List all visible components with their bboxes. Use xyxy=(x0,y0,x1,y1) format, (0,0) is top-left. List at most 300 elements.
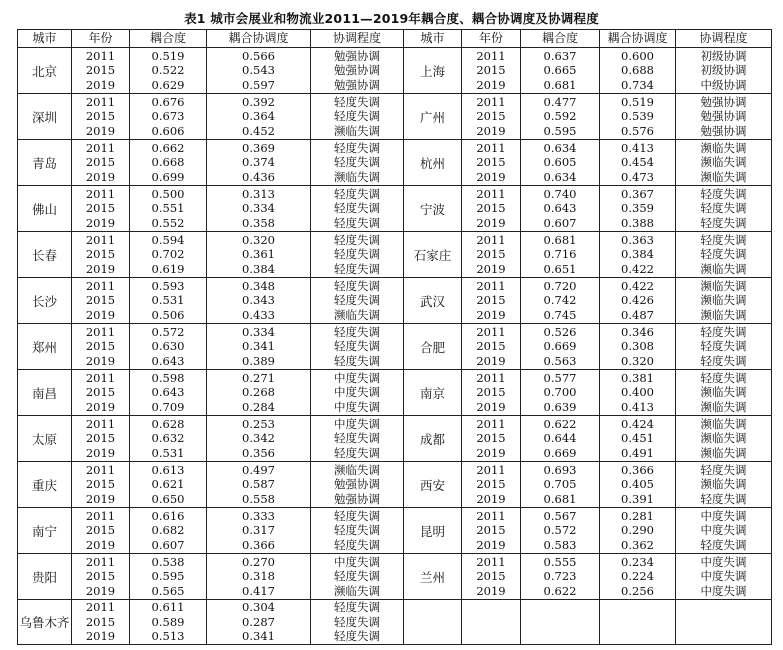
year-value-cell xyxy=(462,416,521,462)
level-value: 濒临失调 xyxy=(700,445,747,460)
year-value: 2015 xyxy=(476,201,506,216)
coordination-value-cell xyxy=(600,462,676,508)
coordination-value: 0.366 xyxy=(242,537,275,552)
coupling-value: 0.644 xyxy=(543,431,577,446)
year-value-cell xyxy=(462,370,521,416)
year-value: 2015 xyxy=(85,477,116,492)
coordination-value: 0.491 xyxy=(621,445,654,460)
coordination-value: 0.304 xyxy=(242,600,275,615)
city-name: 昆明 xyxy=(404,508,462,554)
level-value: 勉强协调 xyxy=(334,77,380,92)
level-value: 轻度失调 xyxy=(700,339,747,354)
coupling-value: 0.632 xyxy=(151,431,185,446)
year-value: 2015 xyxy=(85,109,116,124)
level-value: 中度失调 xyxy=(334,370,380,385)
city-name: 广州 xyxy=(404,94,462,140)
year-value: 2015 xyxy=(476,109,506,124)
coordination-value: 0.358 xyxy=(242,215,275,230)
coordination-value: 0.452 xyxy=(242,123,275,138)
coordination-value: 0.369 xyxy=(242,140,275,155)
year-value: 2015 xyxy=(85,155,116,170)
coordination-value-cell xyxy=(207,324,311,370)
coordination-value: 0.346 xyxy=(621,324,654,339)
level-value: 中度失调 xyxy=(334,399,380,414)
year-value: 2015 xyxy=(476,155,506,170)
year-value-cell xyxy=(462,462,521,508)
coupling-value: 0.567 xyxy=(543,508,577,523)
coupling-value: 0.531 xyxy=(151,445,185,460)
coordination-value: 0.426 xyxy=(621,293,654,308)
coordination-value-cell xyxy=(207,416,311,462)
level-value: 中度失调 xyxy=(700,508,747,523)
level-value: 轻度失调 xyxy=(700,353,747,368)
coupling-value: 0.577 xyxy=(543,370,577,385)
coordination-value: 0.318 xyxy=(242,569,275,584)
coupling-value: 0.639 xyxy=(543,399,577,414)
coupling-value-cell xyxy=(130,416,207,462)
coordination-value: 0.497 xyxy=(242,462,275,477)
table-row xyxy=(18,600,772,645)
year-value: 2015 xyxy=(85,614,116,629)
year-value-cell xyxy=(72,600,130,645)
year-value: 2011 xyxy=(476,94,506,109)
coordination-value: 0.224 xyxy=(621,569,654,584)
level-value: 轻度失调 xyxy=(700,370,747,385)
level-value: 轻度失调 xyxy=(334,339,380,354)
level-value-cell xyxy=(676,370,772,416)
coupling-value-cell xyxy=(521,324,600,370)
coordination-value: 0.576 xyxy=(621,123,654,138)
level-value: 勉强协调 xyxy=(334,477,380,492)
coordination-value-cell xyxy=(207,370,311,416)
level-value: 轻度失调 xyxy=(700,462,747,477)
coupling-value: 0.699 xyxy=(151,169,185,184)
coordination-value-cell xyxy=(600,278,676,324)
level-value: 轻度失调 xyxy=(334,537,380,552)
coupling-value-cell xyxy=(130,278,207,324)
coordination-value-cell xyxy=(600,508,676,554)
year-value-cell xyxy=(462,508,521,554)
level-value: 濒临失调 xyxy=(334,583,380,598)
year-value-cell xyxy=(462,232,521,278)
coordination-value: 0.558 xyxy=(242,491,275,506)
coupling-value-cell xyxy=(130,94,207,140)
year-value: 2015 xyxy=(85,293,116,308)
coordination-value: 0.361 xyxy=(242,247,275,262)
level-value-cell xyxy=(311,232,404,278)
city-name: 南京 xyxy=(404,370,462,416)
city-name: 青岛 xyxy=(18,140,72,186)
coordination-value-cell xyxy=(207,232,311,278)
header-year: 年份 xyxy=(72,30,130,48)
coordination-value: 0.334 xyxy=(242,201,275,216)
level-value: 中度失调 xyxy=(334,416,380,431)
coordination-value: 0.597 xyxy=(242,77,275,92)
year-value: 2015 xyxy=(85,385,116,400)
coordination-value-cell xyxy=(207,94,311,140)
header-coordination: 耦合协调度 xyxy=(600,30,676,48)
coupling-value: 0.555 xyxy=(543,554,577,569)
city-name: 长春 xyxy=(18,232,72,278)
coupling-value: 0.606 xyxy=(151,123,185,138)
year-value: 2019 xyxy=(85,123,116,138)
year-value: 2019 xyxy=(476,307,506,322)
coupling-value-cell xyxy=(521,48,600,94)
coupling-value: 0.723 xyxy=(543,569,577,584)
coordination-value: 0.384 xyxy=(242,261,275,276)
coordination-value: 0.341 xyxy=(242,339,275,354)
level-value: 濒临失调 xyxy=(700,278,747,293)
city-name: 重庆 xyxy=(18,462,72,508)
coupling-value: 0.594 xyxy=(151,232,185,247)
coupling-value-cell xyxy=(130,324,207,370)
coordination-value: 0.392 xyxy=(242,94,275,109)
year-value: 2015 xyxy=(85,523,116,538)
coordination-value-cell xyxy=(600,324,676,370)
coordination-value: 0.405 xyxy=(621,477,654,492)
coordination-value: 0.364 xyxy=(242,109,275,124)
level-value-cell xyxy=(311,48,404,94)
year-value: 2015 xyxy=(476,523,506,538)
level-value: 轻度失调 xyxy=(334,247,380,262)
coupling-value: 0.552 xyxy=(151,215,185,230)
level-value-cell xyxy=(676,94,772,140)
coupling-value: 0.637 xyxy=(543,48,577,63)
coordination-value: 0.734 xyxy=(621,77,654,92)
coupling-value-cell xyxy=(521,94,600,140)
coupling-value: 0.669 xyxy=(543,339,577,354)
coupling-value: 0.643 xyxy=(543,201,577,216)
coupling-value: 0.565 xyxy=(151,583,185,598)
coupling-value: 0.551 xyxy=(151,201,185,216)
coordination-value-cell xyxy=(207,554,311,600)
level-value-cell xyxy=(311,508,404,554)
coordination-value-cell xyxy=(207,508,311,554)
coordination-value: 0.268 xyxy=(242,385,275,400)
coordination-value: 0.348 xyxy=(242,278,275,293)
empty-cell xyxy=(404,600,462,645)
coordination-value: 0.333 xyxy=(242,508,275,523)
coupling-value: 0.611 xyxy=(151,600,185,615)
year-value-cell xyxy=(72,278,130,324)
level-value: 轻度失调 xyxy=(334,155,380,170)
coordination-value: 0.587 xyxy=(242,477,275,492)
table-row xyxy=(18,140,772,186)
coupling-value: 0.607 xyxy=(543,215,577,230)
coupling-value: 0.662 xyxy=(151,140,185,155)
year-value: 2011 xyxy=(85,462,116,477)
level-value: 轻度失调 xyxy=(334,614,380,629)
level-value: 轻度失调 xyxy=(334,353,380,368)
coupling-value: 0.643 xyxy=(151,353,185,368)
level-value-cell xyxy=(311,600,404,645)
level-value: 中度失调 xyxy=(334,554,380,569)
coupling-value: 0.593 xyxy=(151,278,185,293)
year-value: 2019 xyxy=(85,353,116,368)
level-value: 中级协调 xyxy=(700,77,747,92)
coupling-value-cell xyxy=(130,370,207,416)
coordination-value-cell xyxy=(600,94,676,140)
header-city: 城市 xyxy=(18,30,72,48)
year-value: 2019 xyxy=(85,537,116,552)
coupling-value-cell xyxy=(130,140,207,186)
level-value: 中度失调 xyxy=(334,385,380,400)
coordination-value: 0.384 xyxy=(621,247,654,262)
year-value-cell xyxy=(462,48,521,94)
coupling-value-cell xyxy=(521,186,600,232)
year-value: 2011 xyxy=(476,462,506,477)
level-value: 中度失调 xyxy=(700,554,747,569)
coordination-value: 0.381 xyxy=(621,370,654,385)
year-value: 2019 xyxy=(476,399,506,414)
level-value: 轻度失调 xyxy=(334,445,380,460)
year-value: 2019 xyxy=(85,491,116,506)
level-value-cell xyxy=(676,416,772,462)
level-value-cell xyxy=(676,186,772,232)
level-value-cell xyxy=(311,370,404,416)
city-name: 杭州 xyxy=(404,140,462,186)
coupling-value: 0.613 xyxy=(151,462,185,477)
level-value: 轻度失调 xyxy=(334,629,380,644)
coupling-value-cell xyxy=(521,278,600,324)
year-value: 2015 xyxy=(476,569,506,584)
year-value: 2015 xyxy=(476,63,506,78)
header-coupling: 耦合度 xyxy=(130,30,207,48)
year-value: 2019 xyxy=(476,77,506,92)
coordination-value: 0.367 xyxy=(621,186,654,201)
coupling-value: 0.682 xyxy=(151,523,185,538)
level-value: 濒临失调 xyxy=(700,169,747,184)
year-value: 2015 xyxy=(476,477,506,492)
coupling-value: 0.583 xyxy=(543,537,577,552)
coupling-value: 0.681 xyxy=(543,77,577,92)
level-value: 轻度失调 xyxy=(334,140,380,155)
coordination-value: 0.413 xyxy=(621,140,654,155)
year-value: 2019 xyxy=(85,445,116,460)
coupling-value: 0.720 xyxy=(543,278,577,293)
year-value: 2011 xyxy=(85,278,116,293)
coordination-value: 0.317 xyxy=(242,523,275,538)
coupling-value-cell xyxy=(130,600,207,645)
level-value: 轻度失调 xyxy=(334,201,380,216)
year-value-cell xyxy=(72,140,130,186)
year-value: 2019 xyxy=(476,353,506,368)
year-value: 2011 xyxy=(85,186,116,201)
coordination-value: 0.334 xyxy=(242,324,275,339)
empty-cell xyxy=(521,600,600,645)
year-value: 2011 xyxy=(85,508,116,523)
level-value: 轻度失调 xyxy=(700,247,747,262)
coupling-value: 0.681 xyxy=(543,491,577,506)
table-row xyxy=(18,232,772,278)
coupling-value: 0.673 xyxy=(151,109,185,124)
coupling-value: 0.650 xyxy=(151,491,185,506)
level-value: 濒临失调 xyxy=(334,123,380,138)
level-value-cell xyxy=(676,278,772,324)
year-value: 2015 xyxy=(476,385,506,400)
coupling-value: 0.668 xyxy=(151,155,185,170)
level-value: 濒临失调 xyxy=(700,399,747,414)
table-row xyxy=(18,278,772,324)
level-value: 濒临失调 xyxy=(334,462,380,477)
coupling-value: 0.676 xyxy=(151,94,185,109)
coupling-value: 0.619 xyxy=(151,261,185,276)
coupling-value-cell xyxy=(130,232,207,278)
year-value-cell xyxy=(72,462,130,508)
year-value: 2011 xyxy=(85,370,116,385)
year-value-cell xyxy=(72,508,130,554)
coordination-value: 0.436 xyxy=(242,169,275,184)
level-value: 中度失调 xyxy=(700,569,747,584)
city-name: 南昌 xyxy=(18,370,72,416)
year-value-cell xyxy=(72,324,130,370)
level-value: 轻度失调 xyxy=(334,293,380,308)
coordination-value: 0.566 xyxy=(242,48,275,63)
header-row xyxy=(18,30,772,48)
year-value: 2011 xyxy=(476,508,506,523)
coupling-value-cell xyxy=(521,370,600,416)
year-value: 2015 xyxy=(476,247,506,262)
coupling-value: 0.622 xyxy=(543,416,577,431)
coordination-value: 0.270 xyxy=(242,554,275,569)
city-name: 武汉 xyxy=(404,278,462,324)
table-row xyxy=(18,554,772,600)
year-value: 2019 xyxy=(85,215,116,230)
header-level: 协调程度 xyxy=(676,30,772,48)
coordination-value: 0.400 xyxy=(621,385,654,400)
year-value: 2011 xyxy=(476,324,506,339)
level-value: 濒临失调 xyxy=(700,140,747,155)
level-value: 勉强协调 xyxy=(700,94,747,109)
header-level: 协调程度 xyxy=(311,30,404,48)
level-value-cell xyxy=(311,554,404,600)
city-name: 宁波 xyxy=(404,186,462,232)
level-value: 轻度失调 xyxy=(700,232,747,247)
coordination-value: 0.389 xyxy=(242,353,275,368)
year-value: 2015 xyxy=(476,431,506,446)
year-value: 2015 xyxy=(85,339,116,354)
coupling-value: 0.700 xyxy=(543,385,577,400)
coupling-value: 0.519 xyxy=(151,48,185,63)
coupling-value-cell xyxy=(130,186,207,232)
coordination-value: 0.413 xyxy=(621,399,654,414)
level-value: 轻度失调 xyxy=(700,537,747,552)
coordination-value-cell xyxy=(600,554,676,600)
coupling-value: 0.630 xyxy=(151,339,185,354)
level-value: 中度失调 xyxy=(700,523,747,538)
coupling-value-cell xyxy=(521,140,600,186)
coordination-value: 0.341 xyxy=(242,629,275,644)
year-value: 2015 xyxy=(85,201,116,216)
level-value-cell xyxy=(676,48,772,94)
coupling-value-cell xyxy=(130,462,207,508)
coordination-value-cell xyxy=(207,462,311,508)
level-value: 轻度失调 xyxy=(334,431,380,446)
coupling-value: 0.595 xyxy=(151,569,185,584)
table-body xyxy=(18,48,772,645)
header-coupling: 耦合度 xyxy=(521,30,600,48)
year-value-cell xyxy=(462,278,521,324)
level-value-cell xyxy=(676,508,772,554)
level-value: 濒临失调 xyxy=(700,416,747,431)
year-value: 2019 xyxy=(85,77,116,92)
coordination-value: 0.362 xyxy=(621,537,654,552)
year-value-cell xyxy=(72,370,130,416)
level-value: 轻度失调 xyxy=(334,278,380,293)
coordination-value: 0.422 xyxy=(621,261,654,276)
year-value: 2011 xyxy=(85,600,116,615)
year-value: 2011 xyxy=(85,416,116,431)
level-value: 濒临失调 xyxy=(700,307,747,322)
coordination-value-cell xyxy=(600,232,676,278)
year-value: 2011 xyxy=(85,232,116,247)
coupling-value-cell xyxy=(521,416,600,462)
coupling-table xyxy=(17,29,772,645)
city-name: 西安 xyxy=(404,462,462,508)
level-value: 轻度失调 xyxy=(334,261,380,276)
coordination-value-cell xyxy=(207,48,311,94)
level-value: 勉强协调 xyxy=(334,48,380,63)
coupling-value: 0.634 xyxy=(543,169,577,184)
level-value: 勉强协调 xyxy=(334,63,380,78)
coupling-value: 0.716 xyxy=(543,247,577,262)
coordination-value: 0.320 xyxy=(242,232,275,247)
coordination-value-cell xyxy=(207,186,311,232)
city-name: 成都 xyxy=(404,416,462,462)
city-name: 石家庄 xyxy=(404,232,462,278)
city-name: 合肥 xyxy=(404,324,462,370)
level-value-cell xyxy=(311,140,404,186)
coordination-value: 0.519 xyxy=(621,94,654,109)
coordination-value: 0.356 xyxy=(242,445,275,460)
coupling-value: 0.531 xyxy=(151,293,185,308)
level-value: 轻度失调 xyxy=(700,491,747,506)
year-value-cell xyxy=(72,416,130,462)
level-value-cell xyxy=(311,186,404,232)
level-value: 轻度失调 xyxy=(334,94,380,109)
coupling-value-cell xyxy=(130,508,207,554)
year-value: 2019 xyxy=(476,583,506,598)
level-value-cell xyxy=(311,462,404,508)
year-value-cell xyxy=(72,554,130,600)
coordination-value: 0.234 xyxy=(621,554,654,569)
coordination-value: 0.308 xyxy=(621,339,654,354)
coupling-value: 0.513 xyxy=(151,629,185,644)
empty-cell xyxy=(676,600,772,645)
level-value-cell xyxy=(676,140,772,186)
coordination-value: 0.342 xyxy=(242,431,275,446)
coupling-value: 0.616 xyxy=(151,508,185,523)
level-value: 轻度失调 xyxy=(700,186,747,201)
level-value-cell xyxy=(311,94,404,140)
coordination-value: 0.284 xyxy=(242,399,275,414)
year-value-cell xyxy=(462,140,521,186)
level-value: 轻度失调 xyxy=(334,600,380,615)
coupling-value: 0.629 xyxy=(151,77,185,92)
year-value: 2011 xyxy=(476,278,506,293)
coordination-value: 0.287 xyxy=(242,614,275,629)
coupling-value: 0.605 xyxy=(543,155,577,170)
level-value: 濒临失调 xyxy=(700,155,747,170)
year-value: 2011 xyxy=(476,232,506,247)
level-value: 轻度失调 xyxy=(334,109,380,124)
year-value-cell xyxy=(462,94,521,140)
coupling-value: 0.740 xyxy=(543,186,577,201)
level-value: 轻度失调 xyxy=(334,523,380,538)
coupling-value: 0.745 xyxy=(543,307,577,322)
level-value: 轻度失调 xyxy=(334,186,380,201)
year-value: 2011 xyxy=(476,140,506,155)
